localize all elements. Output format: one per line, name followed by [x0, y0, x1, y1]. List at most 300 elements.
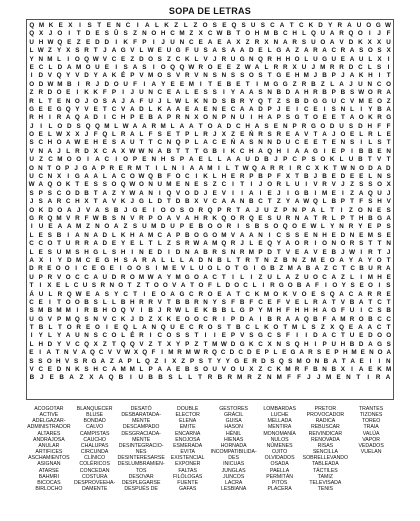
grid-letter: V [130, 307, 135, 315]
grid-letter: A [245, 206, 250, 214]
grid-letter: E [331, 114, 336, 122]
grid-letter: R [301, 122, 307, 130]
grid-letter: V [102, 315, 107, 323]
grid-letter: Q [74, 114, 80, 122]
word-list-item: TOS [135, 467, 147, 474]
grid-letter: B [331, 366, 337, 374]
grid-letter: L [368, 139, 373, 147]
grid-letter: R [57, 290, 63, 298]
grid-letter: T [166, 198, 171, 206]
grid-letter: T [267, 97, 272, 105]
grid-letter: C [348, 290, 354, 298]
grid-row [27, 56, 393, 64]
grid-letter: S [93, 332, 98, 340]
grid-row [27, 22, 393, 30]
grid-letter: I [378, 282, 381, 290]
grid-letter: E [295, 248, 300, 256]
grid-letter: E [230, 173, 236, 181]
grid-letter: L [190, 265, 194, 273]
grid-letter: R [292, 38, 297, 46]
grid-letter: R [212, 315, 217, 323]
grid-letter: B [276, 89, 282, 97]
grid-letter: W [129, 181, 136, 189]
word-list-item: ENOJOSA [175, 436, 201, 443]
word-list-item: ALTARES [37, 430, 61, 437]
word-list-item: RISAS [317, 442, 334, 449]
grid-letter: C [102, 147, 108, 155]
grid-letter: D [313, 332, 318, 340]
grid-letter: B [29, 374, 35, 382]
grid-letter: U [331, 55, 337, 63]
grid-letter: T [367, 156, 372, 164]
grid-letter: T [75, 181, 80, 189]
grid-letter: D [75, 189, 80, 197]
grid-letter: É [121, 72, 126, 80]
grid-letter: L [216, 265, 221, 273]
grid-letter: O [129, 173, 135, 181]
grid-letter: M [367, 231, 373, 239]
grid-row [27, 341, 393, 349]
grid-letter: C [258, 198, 263, 206]
grid-letter: L [148, 105, 153, 113]
grid-letter: Q [65, 105, 71, 113]
grid-letter: B [258, 173, 263, 181]
grid-letter: A [322, 298, 327, 306]
grid-letter: C [230, 105, 236, 113]
grid-letter: H [313, 307, 318, 315]
grid-letter: B [84, 298, 89, 306]
grid-letter: D [285, 89, 291, 97]
grid-row [27, 307, 393, 315]
grid-letter: L [359, 131, 364, 139]
grid-letter: W [193, 240, 200, 248]
grid-letter: G [243, 265, 249, 273]
word-list-item: CAUCHO [83, 436, 106, 443]
grid-letter: U [212, 366, 217, 374]
grid-letter: N [239, 198, 245, 206]
grid-letter: R [313, 89, 318, 97]
grid-letter: O [65, 189, 71, 197]
grid-letter: O [157, 72, 163, 80]
word-list-item: CALVO [86, 424, 104, 431]
grid-letter: Z [349, 206, 353, 214]
grid-letter: R [56, 114, 62, 122]
grid-letter: M [276, 374, 282, 382]
grid-letter: A [285, 240, 291, 248]
grid-row [27, 207, 393, 215]
grid-letter: I [340, 206, 343, 214]
grid-letter: A [47, 147, 53, 155]
grid-letter: C [38, 63, 44, 71]
grid-letter: N [84, 231, 89, 239]
grid-letter: X [84, 198, 89, 206]
grid-letter: E [331, 173, 336, 181]
grid-letter: R [329, 63, 335, 71]
grid-letter: E [95, 256, 100, 264]
grid-letter: R [184, 240, 190, 248]
grid-letter: S [47, 231, 52, 239]
grid-letter: U [311, 38, 316, 46]
word-list-column [348, 406, 394, 514]
grid-letter: I [351, 147, 353, 155]
grid-letter: L [350, 105, 354, 113]
grid-letter: Q [74, 315, 80, 323]
grid-letter: L [29, 47, 34, 55]
grid-letter: T [203, 340, 208, 348]
grid-row [27, 156, 393, 164]
grid-letter: I [115, 63, 118, 71]
grid-letter: A [38, 181, 44, 189]
grid-letter: H [377, 198, 382, 206]
grid-letter: S [348, 122, 354, 130]
word-list-item: SOBRELLEVANDO [302, 455, 349, 462]
grid-letter: F [377, 122, 382, 130]
grid-letter: A [285, 47, 291, 55]
grid-letter: P [264, 349, 269, 357]
grid-letter: N [38, 55, 44, 63]
grid-letter: B [254, 223, 260, 231]
grid-letter: X [66, 47, 71, 55]
grid-letter: V [285, 298, 291, 306]
grid-letter: V [221, 366, 226, 374]
grid-letter: E [130, 240, 135, 248]
grid-letter: G [322, 97, 328, 105]
grid-letter: S [368, 198, 373, 206]
grid-row [27, 240, 393, 248]
grid-letter: L [339, 156, 344, 164]
grid-letter: C [331, 332, 337, 340]
grid-letter: Z [276, 198, 281, 206]
grid-letter: E [258, 214, 263, 222]
grid-letter: V [349, 97, 355, 105]
grid-letter: K [276, 366, 282, 374]
grid-letter: N [346, 374, 351, 382]
grid-letter: I [75, 265, 77, 273]
grid-letter: O [118, 282, 124, 290]
grid-letter: A [189, 256, 194, 264]
word-list-column [118, 406, 165, 514]
grid-letter: O [207, 265, 213, 273]
grid-letter: R [239, 97, 245, 105]
grid-letter: I [323, 147, 326, 155]
grid-letter: L [249, 240, 254, 248]
word-list-item: ADMINISTRADOR [27, 424, 71, 431]
grid-letter: E [38, 298, 43, 306]
word-list-item: MENTE [132, 436, 151, 443]
grid-letter: L [368, 55, 373, 63]
grid-letter: I [296, 105, 298, 113]
grid-letter: B [203, 248, 208, 256]
grid-letter: O [301, 290, 307, 298]
word-list-column [303, 406, 349, 514]
grid-letter: Z [295, 273, 300, 281]
grid-letter: C [322, 273, 327, 281]
grid-letter: A [285, 273, 291, 281]
word-list-item: BLUSE [86, 412, 104, 419]
grid-letter: D [85, 30, 91, 38]
grid-letter: Q [102, 131, 108, 139]
grid-letter: E [142, 206, 147, 214]
grid-letter: S [241, 22, 246, 29]
grid-letter: E [359, 332, 364, 340]
grid-letter: T [148, 139, 153, 147]
grid-letter: A [322, 307, 327, 315]
grid-letter: P [283, 156, 288, 164]
grid-letter: Q [267, 240, 273, 248]
grid-letter: A [69, 374, 74, 382]
grid-letter: L [29, 248, 34, 256]
grid-letter: E [85, 324, 91, 332]
grid-letter: U [29, 273, 34, 281]
grid-letter: M [321, 189, 328, 197]
word-list-column [211, 406, 257, 514]
grid-letter: R [258, 131, 263, 139]
grid-letter: L [185, 97, 190, 105]
grid-letter: T [47, 164, 52, 172]
grid-letter: E [29, 349, 34, 357]
grid-letter: U [230, 55, 236, 63]
grid-letter: O [234, 282, 240, 290]
grid-letter: F [84, 214, 89, 222]
word-list-item: TOREO [361, 418, 381, 425]
grid-letter: C [175, 55, 181, 63]
grid-letter: M [367, 273, 373, 281]
grid-letter: Y [216, 357, 221, 365]
grid-letter: O [136, 265, 141, 273]
grid-letter: P [267, 105, 272, 113]
grid-letter: T [236, 256, 241, 264]
grid-letter: K [308, 22, 314, 29]
grid-letter: G [239, 340, 245, 348]
word-list-item: PLACERA [267, 486, 292, 493]
word-list-item: FALTAS [178, 467, 197, 474]
grid-letter: C [350, 265, 355, 273]
grid-letter: A [358, 256, 363, 264]
grid-letter: I [168, 248, 170, 256]
grid-letter: L [367, 63, 372, 71]
grid-letter: L [267, 47, 272, 55]
grid-letter: C [38, 139, 44, 147]
grid-letter: W [220, 340, 227, 348]
grid-letter: X [267, 340, 272, 348]
grid-letter: U [386, 38, 391, 46]
grid-letter: A [358, 189, 364, 197]
grid-letter: J [277, 105, 281, 113]
grid-letter: G [29, 105, 35, 113]
grid-letter: G [104, 256, 110, 264]
grid-letter: A [93, 173, 98, 181]
grid-letter: L [48, 290, 53, 298]
grid-letter: V [47, 315, 52, 323]
grid-letter: R [375, 374, 381, 382]
grid-letter: D [194, 189, 199, 197]
grid-letter: I [79, 22, 81, 29]
grid-letter: B [368, 214, 373, 222]
grid-row [27, 123, 393, 131]
grid-letter: B [230, 97, 236, 105]
grid-letter: D [348, 63, 354, 71]
grid-letter: T [176, 131, 180, 139]
grid-letter: S [29, 139, 34, 147]
grid-letter: A [303, 248, 309, 256]
grid-letter: V [84, 105, 89, 113]
word-list-item: VEDADOS [358, 442, 384, 449]
grid-letter: U [349, 332, 355, 340]
grid-letter: E [142, 156, 147, 164]
grid-letter: E [106, 22, 111, 29]
grid-letter: D [386, 164, 391, 172]
grid-letter: A [322, 332, 327, 340]
grid-letter: P [258, 248, 263, 256]
grid-letter: O [248, 72, 254, 80]
grid-letter: G [312, 97, 318, 105]
grid-letter: L [304, 298, 309, 306]
grid-letter: D [175, 198, 181, 206]
grid-letter: J [311, 63, 316, 71]
grid-letter: R [322, 181, 327, 189]
grid-letter: S [230, 72, 236, 80]
grid-letter: R [194, 298, 199, 306]
grid-letter: A [180, 282, 186, 290]
grid-letter: R [270, 164, 275, 172]
grid-letter: T [194, 147, 199, 155]
grid-letter: Y [225, 357, 230, 365]
grid-letter: C [376, 80, 382, 88]
grid-letter: X [194, 198, 199, 206]
grid-letter: Y [212, 298, 217, 306]
grid-letter: T [386, 156, 391, 164]
grid-letter: J [377, 30, 381, 38]
grid-letter: T [226, 324, 231, 332]
grid-letter: M [340, 315, 346, 323]
grid-letter: E [38, 105, 43, 113]
grid-letter: A [65, 114, 71, 122]
grid-letter: C [98, 349, 104, 357]
grid-letter: I [256, 80, 258, 88]
grid-letter: G [322, 55, 328, 63]
grid-letter: A [145, 22, 150, 29]
grid-letter: S [38, 198, 43, 206]
grid-letter: O [56, 181, 62, 189]
grid-letter: O [160, 63, 166, 71]
grid-letter: A [239, 139, 245, 147]
grid-letter: L [133, 324, 137, 332]
grid-letter: A [322, 47, 327, 55]
grid-letter: U [358, 80, 363, 88]
grid-letter: U [170, 38, 175, 46]
grid-letter: G [234, 357, 240, 365]
grid-letter: A [296, 265, 302, 273]
grid-letter: A [139, 231, 144, 239]
grid-letter: X [386, 47, 391, 55]
grid-letter: S [349, 89, 355, 97]
grid-letter: S [166, 72, 172, 80]
grid-letter: I [39, 349, 41, 357]
grid-letter: B [184, 198, 190, 206]
grid-letter: H [245, 122, 250, 130]
grid-letter: S [359, 181, 364, 189]
grid-letter: N [292, 206, 297, 214]
grid-letter: T [148, 240, 153, 248]
grid-letter: U [170, 324, 175, 332]
word-list-item: MELLADA [267, 418, 292, 425]
grid-letter: A [385, 374, 391, 382]
grid-letter: S [157, 131, 162, 139]
grid-letter: Z [112, 189, 116, 197]
grid-letter: E [85, 38, 91, 46]
grid-letter: R [38, 89, 44, 97]
grid-letter: H [160, 156, 166, 164]
grid-letter: L [302, 30, 306, 38]
grid-letter: L [320, 223, 325, 231]
grid-letter: M [162, 265, 168, 273]
grid-letter: D [66, 122, 72, 130]
grid-letter: A [331, 273, 337, 281]
grid-letter: L [240, 273, 245, 281]
grid-letter: Q [85, 122, 91, 130]
grid-letter: S [123, 256, 128, 264]
grid-letter: Q [221, 214, 227, 222]
grid-letter: O [111, 332, 117, 340]
grid-letter: A [111, 366, 117, 374]
grid-letter: B [120, 298, 126, 306]
grid-letter: I [115, 156, 118, 164]
grid-letter: M [263, 290, 270, 298]
grid-letter: F [297, 374, 301, 382]
grid-letter: L [331, 214, 336, 222]
grid-letter: I [222, 89, 225, 97]
grid-letter: W [129, 189, 136, 197]
word-list-item: INICUAS [223, 461, 245, 468]
grid-letter: O [160, 290, 166, 298]
grid-letter: T [93, 47, 98, 55]
grid-letter: C [207, 30, 213, 38]
grid-letter: B [184, 366, 190, 374]
grid-letter: R [56, 198, 62, 206]
grid-letter: A [339, 80, 344, 88]
grid-letter: E [377, 147, 382, 155]
grid-letter: I [314, 340, 317, 348]
grid-letter: C [157, 332, 163, 340]
grid-letter: Y [341, 282, 346, 290]
grid-letter: N [340, 105, 346, 113]
grid-letter: O [139, 181, 144, 189]
grid-letter: A [305, 282, 311, 290]
grid-letter: I [360, 248, 363, 256]
grid-letter: C [75, 340, 80, 348]
grid-letter: S [203, 47, 208, 55]
grid-letter: S [267, 214, 272, 222]
grid-letter: B [340, 89, 346, 97]
grid-letter: Q [120, 181, 126, 189]
grid-letter: A [142, 122, 147, 130]
word-list-item: HORNADA [220, 442, 247, 449]
grid-letter: P [249, 307, 254, 315]
grid-letter: X [377, 38, 382, 46]
word-list-item: LUCHE [270, 412, 289, 419]
word-list-item: DESCAMPADO [122, 424, 160, 431]
grid-letter: E [340, 55, 345, 63]
grid-letter: R [85, 80, 91, 88]
grid-letter: O [376, 256, 382, 264]
grid-letter: U [95, 63, 100, 71]
grid-letter: U [301, 63, 307, 71]
grid-letter: W [47, 38, 54, 46]
grid-letter: A [198, 164, 204, 172]
grid-letter: I [360, 139, 363, 147]
grid-letter: S [311, 156, 316, 164]
grid-letter: E [222, 22, 227, 29]
